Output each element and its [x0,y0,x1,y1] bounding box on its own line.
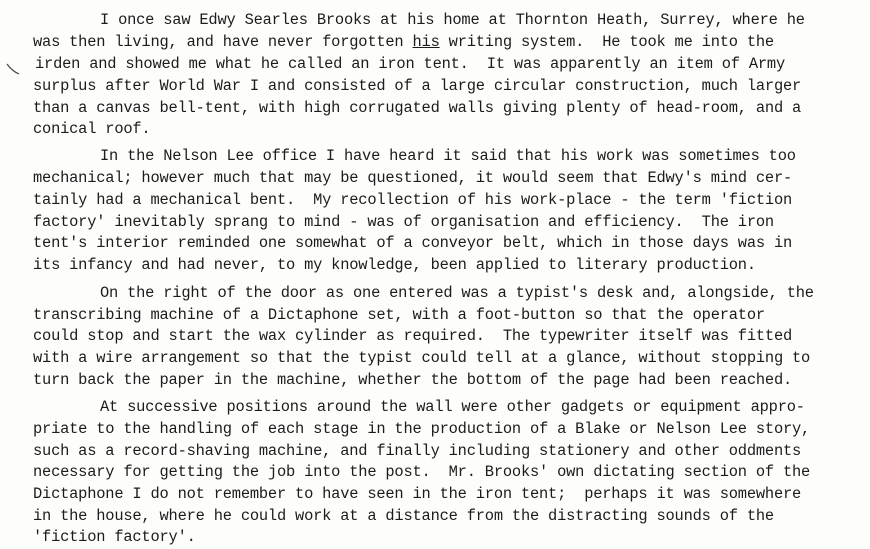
paragraph-4-line-4: necessary for getting the job into the post. Mr. Brooks' own dictating section of the [33,463,811,481]
underlined-word-his: his [412,33,440,51]
paragraph-1-line-6: conical roof. [33,120,151,138]
paragraph-3-line-1: On the right of the door as one entered was a typist's desk and, alongside, the [100,284,814,302]
paragraph-4-line-5: Dictaphone I do not remember to have seen in the iron tent; perhaps it was somewhere [33,485,802,503]
paragraph-2-line-3: tainly had a mechanical bent. My recollection of his work-place - the term 'fiction [33,191,793,209]
paragraph-4-line-6: in the house, where he could work at a distance from the distracting sounds of the [33,507,774,525]
paragraph-1-line-5: than a canvas bell-tent, with high corrugated walls giving plenty of head-room, and a [33,99,802,117]
paragraph-1-line-1: I once saw Edwy Searles Brooks at his home at Thornton Heath, Surrey, where he [100,11,805,29]
paragraph-4-line-1: At successive positions around the wall were other gadgets or equipment appro- [100,398,805,416]
paragraph-3-line-5: turn back the paper in the machine, whether the bottom of the page had been reached. [33,371,793,389]
paragraph-1-line-4: surplus after World War I and consisted of a large circular construction, much larger [33,77,802,95]
paragraph-3-line-3: could stop and start the wax cylinder as required. The typewriter itself was fitted [33,327,793,345]
paragraph-1-line-2 [33,33,774,51]
paragraph-3-line-2: transcribing machine of a Dictaphone set, with a foot-button so that the operator [33,306,765,324]
paragraph-2-line-5: tent's interior reminded one somewhat of a conveyor belt, which in those days was in [33,234,793,252]
paragraph-3-line-4: with a wire arrangement so that the typist could tell at a glance, without stopping to [33,349,811,367]
line-text-before-underline: was then living, and have never forgotten [33,33,413,51]
paragraph-2-line-4: factory' inevitably sprang to mind - was of organisation and efficiency. The iron [33,213,774,231]
paragraph-2-line-6: its infancy and had never, to my knowledge, been applied to literary production. [33,256,756,274]
paragraph-1-line-3: irden and showed me what he called an iron tent. It was apparently an item of Army [35,55,785,73]
line-text-after-underline: writing system. He took me into the [439,33,774,51]
pencil-margin-mark [6,62,20,76]
paragraph-2-line-2: mechanical; however much that may be questioned, it would seem that Edwy's mind cer- [33,169,793,187]
paragraph-4-line-7: 'fiction factory'. [33,528,196,546]
paragraph-4-line-2: priate to the handling of each stage in the production of a Blake or Nelson Lee story, [33,420,811,438]
paragraph-2-line-1: In the Nelson Lee office I have heard it said that his work was sometimes too [100,147,796,165]
paragraph-4-line-3: such as a record-shaving machine, and finally including stationery and other oddments [33,442,802,460]
